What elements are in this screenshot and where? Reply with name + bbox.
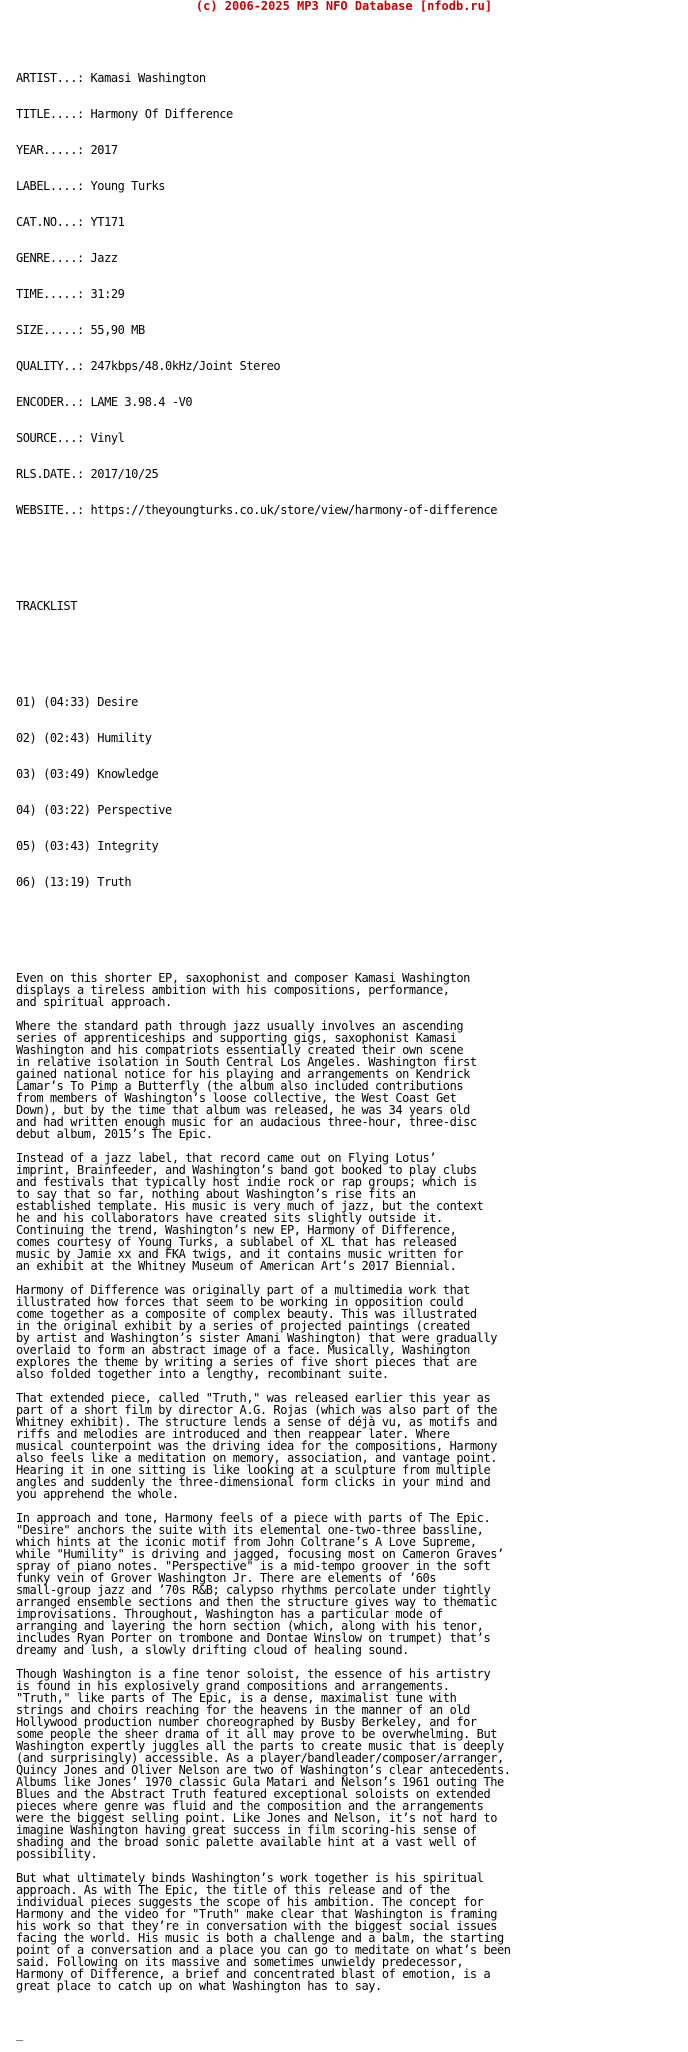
nfo-document xyxy=(16,24,511,2052)
review-line: improvisations. Throughout, Washington has a particular mode of xyxy=(16,1607,443,1621)
info-title: TITLE....: Harmony Of Difference xyxy=(16,107,233,121)
review-line: in relative isolation in South Central Los Angeles. Washington first xyxy=(16,1055,477,1069)
review-line: also feels like a meditation on memory, association, and vantage point. xyxy=(16,1451,497,1465)
review-paragraph xyxy=(16,1872,511,1992)
review-paragraph xyxy=(16,1284,511,1380)
review-line: strings and choirs reaching for the heavens in the manner of an old xyxy=(16,1703,470,1717)
review-line: musical counterpoint was the driving idea for the compositions, Harmony xyxy=(16,1439,497,1453)
review-line: Lamar’s To Pimp a Butterfly (the album also included contributions xyxy=(16,1079,464,1093)
review-line: he and his collaborators have created sits slightly outside it. xyxy=(16,1211,443,1225)
review-paragraph xyxy=(16,1512,511,1656)
review-line: gained national notice for his playing and arrangements on Kendrick xyxy=(16,1067,470,1081)
track-item: 06) (13:19) Truth xyxy=(16,875,132,889)
blank-line xyxy=(16,636,511,648)
review-line: Where the standard path through jazz usually involves an ascending xyxy=(16,1019,464,1033)
review-line: Instead of a jazz label, that record came out on Flying Lotus’ xyxy=(16,1151,437,1165)
info-website: WEBSITE..: https://theyoungturks.co.uk/store/view/harmony-of-difference xyxy=(16,503,497,517)
review-line: Washington expertly juggles all the parts to create music that is deeply xyxy=(16,1739,504,1753)
review-paragraph xyxy=(16,1668,511,1860)
blank-line xyxy=(16,1380,511,1392)
review-line: come together as a composite of complex beauty. This was illustrated xyxy=(16,1307,477,1321)
review-paragraph xyxy=(16,1152,511,1272)
review-line: Hearing it in one sitting is like looking at a sculpture from multiple xyxy=(16,1463,491,1477)
review-line: imprint, Brainfeeder, and Washington’s band got booked to play clubs xyxy=(16,1163,477,1177)
blank-line xyxy=(16,1500,511,1512)
info-catno: CAT.NO...: YT171 xyxy=(16,215,125,229)
info-size: SIZE.....: 55,90 MB xyxy=(16,323,145,337)
review-line: to say that so far, nothing about Washington’s rise fits an xyxy=(16,1187,416,1201)
review-line: shading and the broad sonic palette available hint at a vast well of xyxy=(16,1835,477,1849)
review-line: illustrated how forces that seem to be working in opposition could xyxy=(16,1295,464,1309)
review-line: in the original exhibit by a series of projected paintings (created xyxy=(16,1319,470,1333)
review-paragraph xyxy=(16,1020,511,1140)
review-line: series of apprenticeships and supporting gigs, saxophonist Kamasi xyxy=(16,1031,457,1045)
review-line: Though Washington is a fine tenor soloist, the essence of his artistry xyxy=(16,1667,491,1681)
review-line: individual pieces suggests the scope of his ambition. The concept for xyxy=(16,1895,484,1909)
review-line: arranging and layering the horn section (which, along with his tenor, xyxy=(16,1619,484,1633)
info-source: SOURCE...: Vinyl xyxy=(16,431,125,445)
review-line: great place to catch up on what Washington has to say. xyxy=(16,1979,382,1993)
review-line: point of a conversation and a place you can go to meditate on what’s been xyxy=(16,1943,511,1957)
review-line: overlaid to form an abstract image of a face. Musically, Washington xyxy=(16,1343,470,1357)
review-line: facing the world. His music is both a challenge and a balm, the starting xyxy=(16,1931,504,1945)
review-line: dreamy and lush, a slowly drifting cloud of healing sound. xyxy=(16,1643,409,1657)
review-line: Whitney exhibit). The structure lends a sense of déjà vu, as motifs and xyxy=(16,1415,497,1429)
info-label: LABEL....: Young Turks xyxy=(16,179,166,193)
review-line: and festivals that typically host indie rock or rap groups; which is xyxy=(16,1175,477,1189)
info-genre: GENRE....: Jazz xyxy=(16,251,118,265)
info-time: TIME.....: 31:29 xyxy=(16,287,125,301)
review-paragraph xyxy=(16,1392,511,1500)
tracklist xyxy=(16,672,511,912)
review-line: Harmony of Difference, a brief and concentrated blast of emotion, is a xyxy=(16,1967,491,1981)
review-line: (and surprisingly) accessible. As a player/bandleader/composer/arranger, xyxy=(16,1751,504,1765)
review-line: approach. As with The Epic, the title of this release and of the xyxy=(16,1883,450,1897)
blank-line xyxy=(16,936,511,948)
review-line: established template. His music is very much of jazz, but the context xyxy=(16,1199,484,1213)
review-line: "Desire" anchors the suite with its elemental one-two-three bassline, xyxy=(16,1523,484,1537)
review-line: also folded together into a lengthy, recombinant suite. xyxy=(16,1367,389,1381)
review-line: Quincy Jones and Oliver Nelson are two of Washington’s clear antecedents. xyxy=(16,1763,511,1777)
info-quality: QUALITY..: 247kbps/48.0kHz/Joint Stereo xyxy=(16,359,281,373)
review-line: by artist and Washington’s sister Amani Washington) that were gradually xyxy=(16,1331,497,1345)
review-line: But what ultimately binds Washington’s work together is his spiritual xyxy=(16,1871,484,1885)
review-line: pieces where genre was fluid and the composition and the arrangements xyxy=(16,1799,484,1813)
blank-line xyxy=(16,1656,511,1668)
review-line: and had written enough music for an audacious three-hour, three-disc xyxy=(16,1115,477,1129)
review-line: debut album, 2015’s The Epic. xyxy=(16,1127,213,1141)
review-line: were the biggest selling point. Like Jones and Nelson, it’s not hard to xyxy=(16,1811,497,1825)
review-line: explores the theme by writing a series of five short pieces that are xyxy=(16,1355,477,1369)
blank-line xyxy=(16,1860,511,1872)
release-info xyxy=(16,48,511,540)
track-item: 02) (02:43) Humility xyxy=(16,731,152,745)
review-line: from members of Washington’s loose collective, the West Coast Get xyxy=(16,1091,457,1105)
review-line: displays a tireless ambition with his compositions, performance, xyxy=(16,983,450,997)
review-line: spray of piano notes. "Perspective" is a mid-tempo groover in the soft xyxy=(16,1559,491,1573)
blank-line xyxy=(16,1992,511,2004)
review-line: which hints at the iconic motif from John Coltrane’s A Love Supreme, xyxy=(16,1535,477,1549)
track-item: 03) (03:49) Knowledge xyxy=(16,767,159,781)
tracklist-heading: TRACKLIST xyxy=(16,599,77,613)
review-line: arranged ensemble sections and then the structure gives way to thematic xyxy=(16,1595,497,1609)
review-line: Even on this shorter EP, saxophonist and composer Kamasi Washington xyxy=(16,971,470,985)
review-line: possibility. xyxy=(16,1847,98,1861)
review-line: part of a short film by director A.G. Rojas (which was also part of the xyxy=(16,1403,497,1417)
review-line: Harmony and the video for "Truth" make clear that Washington is framing xyxy=(16,1907,497,1921)
info-release-date: RLS.DATE.: 2017/10/25 xyxy=(16,467,159,481)
review-line: Blues and the Abstract Truth featured exceptional soloists on extended xyxy=(16,1787,491,1801)
info-year: YEAR.....: 2017 xyxy=(16,143,118,157)
review-line: angles and suddenly the three-dimensional form clicks in your mind and xyxy=(16,1475,491,1489)
review-line: Down), but by the time that album was released, he was 34 years old xyxy=(16,1103,470,1117)
review-line: and spiritual approach. xyxy=(16,995,172,1009)
review-line: imagine Washington having great success in film scoring-his sense of xyxy=(16,1823,477,1837)
info-encoder: ENCODER..: LAME 3.98.4 -V0 xyxy=(16,395,193,409)
review-line: while "Humility" is driving and jagged, focusing most on Cameron Graves’ xyxy=(16,1547,504,1561)
review-line: includes Ryan Porter on trombone and Dontae Winslow on trumpet) that’s xyxy=(16,1631,491,1645)
track-item: 01) (04:33) Desire xyxy=(16,695,138,709)
review-line: Washington and his compatriots essentially created their own scene xyxy=(16,1043,464,1057)
review-line: In approach and tone, Harmony feels of a piece with parts of The Epic. xyxy=(16,1511,491,1525)
review-line: Hollywood production number choreographed by Busby Berkeley, and for xyxy=(16,1715,477,1729)
review-line: is found in his explosively grand compositions and arrangements. xyxy=(16,1679,450,1693)
review-line: said. Following on its massive and sometimes unwieldy predecessor, xyxy=(16,1955,464,1969)
review-line: "Truth," like parts of The Epic, is a dense, maximalist tune with xyxy=(16,1691,457,1705)
info-artist: ARTIST...: Kamasi Washington xyxy=(16,71,206,85)
review-line: some people the sheer drama of it all may prove to be overwhelming. But xyxy=(16,1727,497,1741)
text-cursor: _ xyxy=(16,2027,23,2041)
review-line: Continuing the trend, Washington’s new EP, Harmony of Difference, xyxy=(16,1223,457,1237)
review-line: small-group jazz and ’70s R&B; calypso rhythms percolate under tightly xyxy=(16,1583,491,1597)
review-line: an exhibit at the Whitney Museum of American Art’s 2017 Biennial. xyxy=(16,1259,457,1273)
review-line: comes courtesy of Young Turks, a sublabel of XL that has released xyxy=(16,1235,457,1249)
review-line: funky vein of Grover Washington Jr. There are elements of ’60s xyxy=(16,1571,437,1585)
review-text xyxy=(16,972,511,2004)
track-item: 04) (03:22) Perspective xyxy=(16,803,172,817)
track-item: 05) (03:43) Integrity xyxy=(16,839,159,853)
review-line: Harmony of Difference was originally part of a multimedia work that xyxy=(16,1283,470,1297)
review-line: music by Jamie xx and FKA twigs, and it contains music written for xyxy=(16,1247,464,1261)
review-line: riffs and melodies are introduced and then reappear later. Where xyxy=(16,1427,450,1441)
review-line: you apprehend the whole. xyxy=(16,1487,179,1501)
review-line: Albums like Jones’ 1970 classic Gula Matari and Nelson’s 1961 outing The xyxy=(16,1775,504,1789)
site-banner: (c) 2006-2025 MP3 NFO Database [nfodb.ru] xyxy=(195,0,493,13)
blank-line xyxy=(16,564,511,576)
review-line: his work so that they’re in conversation with the biggest social issues xyxy=(16,1919,497,1933)
review-paragraph xyxy=(16,972,511,1008)
review-line: That extended piece, called "Truth," was released earlier this year as xyxy=(16,1391,491,1405)
